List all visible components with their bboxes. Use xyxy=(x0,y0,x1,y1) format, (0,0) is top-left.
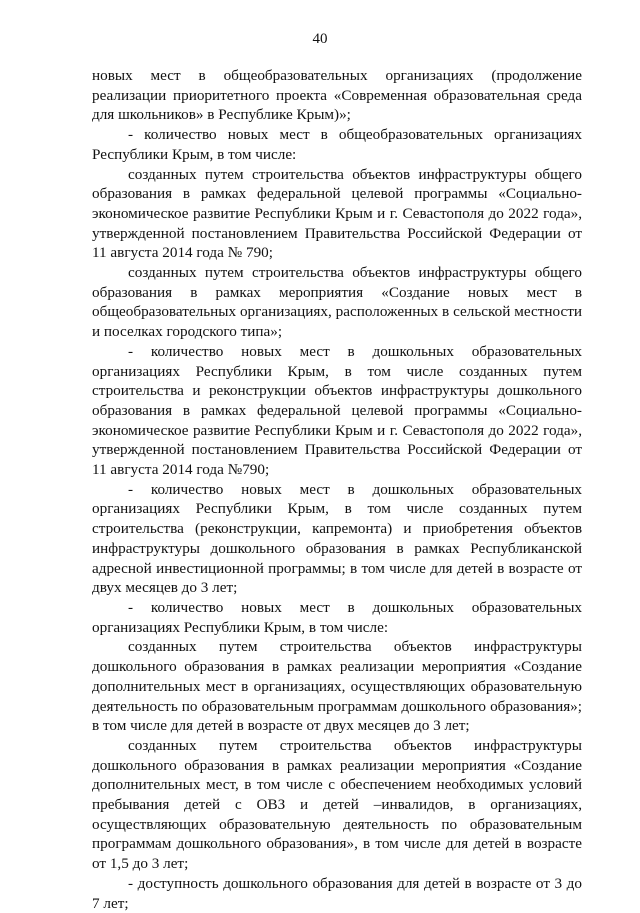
paragraph-preschool-places-total: - количество новых мест в дошкольных образовательных организациях Республики Крым, в том числе: xyxy=(92,598,582,636)
paragraph-school-places-rural: созданных путем строительства объектов инфраструктуры общего образования в рамках мероприятия «Создание новых мест в общеобразовательных организациях, расположенных в сельской местности и поселках городского типа»; xyxy=(92,264,582,341)
paragraph-preschool-additional-places: созданных путем строительства объектов инфраструктуры дошкольного образования в рамках реализации мероприятия «Создание дополнительных мест в организациях, осуществляющих образовательную деятельность по образовательным программам дошкольного образования»; в том числе для детей в возрасте от двух месяцев до 3 лет; xyxy=(92,638,582,735)
page-number: 40 xyxy=(312,31,328,47)
paragraph-preschool-places-federal: - количество новых мест в дошкольных образовательных организациях Республики Крым, в том числе созданных путем строительства и реконструкции объектов инфраструктуры дошкольного образования в рамках федеральной целевой программы «Социально-экономическое развитие Республики Крым и г. Севастополя до 2022 года», утвержденной постановлением Правительства Российской Федерации от 11 августа 2014 года №790; xyxy=(92,342,582,479)
paragraph-preschool-places-republican: - количество новых мест в дошкольных образовательных организациях Республики Крым, в том числе созданных путем строительства (реконструкции, капремонта) и приобретения объектов инфраструктуры дошкольного образования в рамках Республиканской адресной инвестиционной программы; в том числе для детей в возрасте от двух месяцев до 3 лет; xyxy=(92,480,582,597)
paragraph-school-places-federal-program: созданных путем строительства объектов инфраструктуры общего образования в рамках федеральной целевой программы «Социально-экономическое развитие Республики Крым и г. Севастополя до 2022 года», утвержденной постановлением Правительства Российской Федерации от 11 августа 2014 года № 790; xyxy=(92,165,582,262)
paragraph-preschool-accessibility: - доступность дошкольного образования для детей в возрасте от 3 до 7 лет; xyxy=(92,874,582,912)
paragraph-school-places-total: - количество новых мест в общеобразовательных организациях Республики Крым, в том числе: xyxy=(92,126,582,163)
paragraph-continuation: новых мест в общеобразовательных организациях (продолжение реализации приоритетного проекта «Современная образовательная среда для школьников» в Республике Крым)»; xyxy=(92,67,582,124)
document-body xyxy=(92,66,582,913)
paragraph-preschool-ovz-places: созданных путем строительства объектов инфраструктуры дошкольного образования в рамках реализации мероприятия «Создание дополнительных мест, в том числе с обеспечением необходимых условий пребывания детей с ОВЗ и детей –инвалидов, в организациях, осуществляющих образовательную деятельность по образовательным программам дошкольного образования», в том числе для детей в возрасте от 1,5 до 3 лет; xyxy=(92,736,582,873)
